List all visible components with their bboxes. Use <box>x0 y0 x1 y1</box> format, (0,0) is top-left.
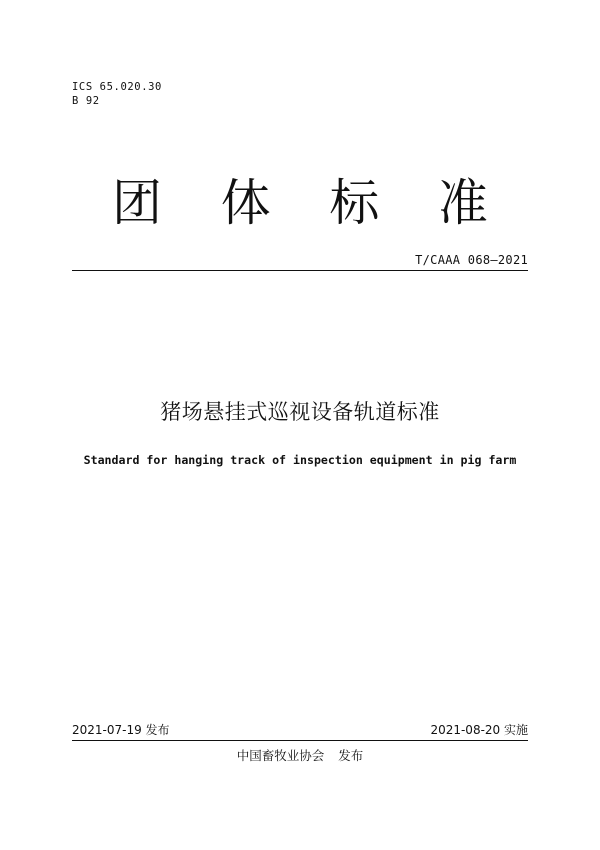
heading-char: 标 <box>329 174 380 232</box>
heading-char: 准 <box>437 174 488 232</box>
classification-codes <box>72 80 162 108</box>
ccs-code: B 92 <box>72 95 100 107</box>
standard-number: T/CAAA 068—2021 <box>415 253 528 267</box>
publisher-line <box>0 748 600 764</box>
ics-code: ICS 65.020.30 <box>72 81 162 93</box>
heading-char: 体 <box>220 174 271 232</box>
footer-divider <box>72 740 528 741</box>
chinese-title: 猪场悬挂式巡视设备轨道标准 <box>160 400 440 424</box>
heading-char: 团 <box>112 174 162 232</box>
publisher-action: 发布 <box>338 748 364 763</box>
english-title: Standard for hanging track of inspection equipment in pig farm <box>83 453 517 467</box>
publisher-name: 中国畜牧业协会 <box>236 748 325 763</box>
effective-date: 2021-08-20 实施 <box>430 723 528 737</box>
document-type-heading <box>72 168 528 238</box>
header-divider <box>72 270 528 271</box>
issue-date: 2021-07-19 发布 <box>72 723 170 737</box>
